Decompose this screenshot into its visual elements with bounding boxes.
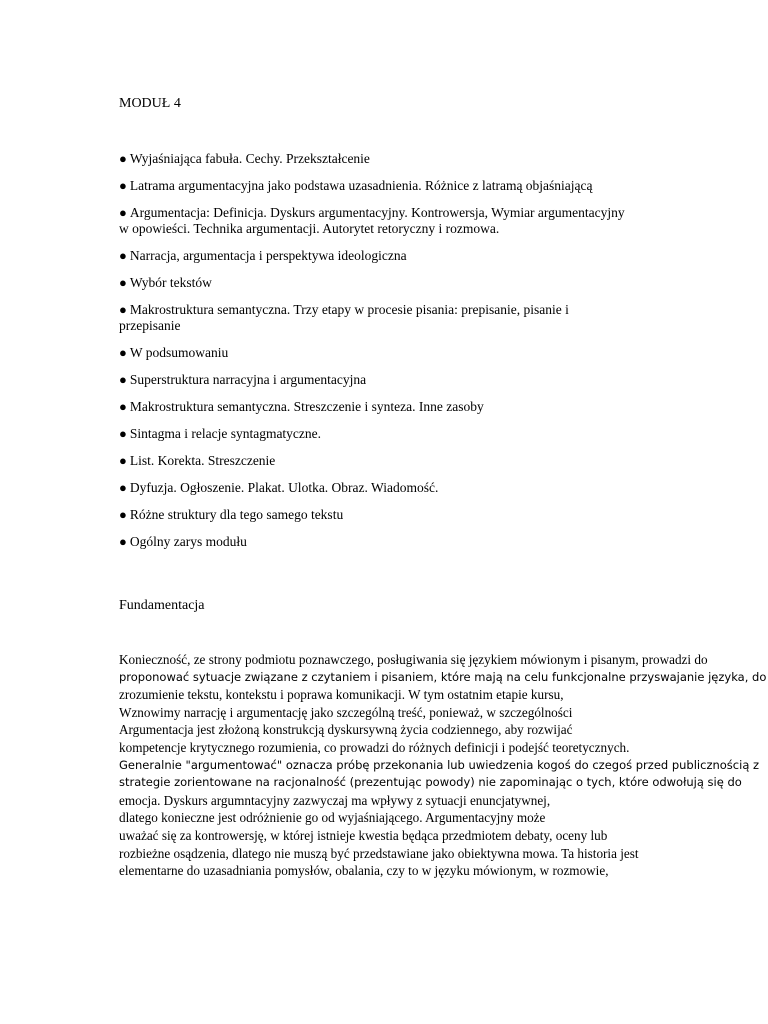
list-item bbox=[119, 534, 679, 550]
bullet-icon: ● bbox=[119, 275, 127, 290]
section-title: Fundamentacja bbox=[119, 598, 205, 613]
paragraph-line: strategie zorientowane na racjonalność (prezentując powody) nie zapominając o tych, które odwołują się do bbox=[119, 775, 742, 790]
list-item-text: Latrama argumentacyjna jako podstawa uzasadnienia. Różnice z latramą objaśniającą bbox=[129, 178, 593, 193]
list-item-text: Ogólny zarys modułu bbox=[129, 534, 247, 549]
list-item-text: Narracja, argumentacja i perspektywa ideologiczna bbox=[129, 248, 407, 263]
paragraph-line: Generalnie "argumentować" oznacza próbę przekonania lub uwiedzenia kogoś do czegoś przed publicznością z bbox=[119, 757, 760, 772]
list-item-text: List. Korekta. Streszczenie bbox=[129, 453, 276, 468]
bullet-icon: ● bbox=[119, 345, 127, 360]
list-item bbox=[119, 507, 679, 523]
bullet-icon: ● bbox=[119, 453, 127, 468]
bullet-icon: ● bbox=[119, 426, 127, 441]
list-item-text: Wyjaśniająca fabuła. Cechy. Przekształcenie bbox=[129, 151, 370, 166]
paragraph-line: elementarne do uzasadniania pomysłów, obalania, czy to w języku mówionym, w rozmowie, bbox=[119, 863, 609, 879]
paragraph-line: dlatego konieczne jest odróżnienie go od wyjaśniającego. Argumentacyjny może bbox=[119, 810, 546, 826]
bullet-icon: ● bbox=[119, 399, 127, 414]
paragraph-line: proponować sytuacje związane z czytaniem i pisaniem, które mają na celu funkcjonalne przyswajanie języka, do bbox=[119, 669, 767, 684]
list-item-text: Sintagma i relacje syntagmatyczne. bbox=[129, 426, 322, 441]
list-item-text: Makrostruktura semantyczna. Trzy etapy w procesie pisania: prepisanie, pisanie i bbox=[129, 302, 569, 317]
bullet-icon: ● bbox=[119, 248, 127, 263]
body-paragraph bbox=[119, 651, 767, 880]
list-item bbox=[119, 453, 679, 469]
paragraph-line: Wznowimy narrację i argumentację jako szczególną treść, ponieważ, w szczególności bbox=[119, 704, 573, 720]
bullet-icon: ● bbox=[119, 480, 127, 495]
module-topics-list bbox=[119, 151, 679, 561]
bullet-icon: ● bbox=[119, 205, 127, 220]
list-item bbox=[119, 205, 679, 237]
paragraph-line: zrozumienie tekstu, kontekstu i poprawa komunikacji. W tym ostatnim etapie kursu, bbox=[119, 687, 564, 703]
paragraph-line: emocja. Dyskurs argumntacyjny zazwyczaj ma wpływy z sytuacji enuncjatywnej, bbox=[119, 792, 551, 808]
bullet-icon: ● bbox=[119, 507, 127, 522]
list-item-text: Różne struktury dla tego samego tekstu bbox=[129, 507, 344, 522]
list-item bbox=[119, 178, 679, 194]
list-item-text-continued: w opowieści. Technika argumentacji. Autorytet retoryczny i rozmowa. bbox=[119, 221, 500, 236]
list-item bbox=[119, 345, 679, 361]
list-item-text: Wybór tekstów bbox=[129, 275, 212, 290]
paragraph-line: kompetencje krytycznego rozumienia, co prowadzi do różnych definicji i podejść teoretycznych. bbox=[119, 739, 630, 755]
list-item-text: Makrostruktura semantyczna. Streszczenie i synteza. Inne zasoby bbox=[129, 399, 484, 414]
list-item bbox=[119, 426, 679, 442]
list-item-text: W podsumowaniu bbox=[129, 345, 229, 360]
list-item bbox=[119, 372, 679, 388]
bullet-icon: ● bbox=[119, 534, 127, 549]
bullet-icon: ● bbox=[119, 151, 127, 166]
list-item-text: Dyfuzja. Ogłoszenie. Plakat. Ulotka. Obraz. Wiadomość. bbox=[129, 480, 439, 495]
bullet-icon: ● bbox=[119, 302, 127, 317]
list-item bbox=[119, 480, 679, 496]
list-item bbox=[119, 151, 679, 167]
bullet-icon: ● bbox=[119, 178, 127, 193]
list-item-text-continued: przepisanie bbox=[119, 318, 181, 333]
list-item bbox=[119, 399, 679, 415]
module-title: MODUŁ 4 bbox=[119, 96, 181, 111]
paragraph-line: uważać się za kontrowersję, w której istnieje kwestia będąca przedmiotem debaty, oceny lub bbox=[119, 827, 608, 843]
paragraph-line: Argumentacja jest złożoną konstrukcją dyskursywną życia codziennego, aby rozwijać bbox=[119, 722, 573, 738]
paragraph-line: rozbieżne osądzenia, dlatego nie muszą być przedstawiane jako obiektywna mowa. Ta historia jest bbox=[119, 845, 639, 861]
list-item-text: Argumentacja: Definicja. Dyskurs argumentacyjny. Kontrowersja, Wymiar argumentacyjny bbox=[129, 205, 625, 220]
list-item bbox=[119, 275, 679, 291]
list-item bbox=[119, 248, 679, 264]
paragraph-line: Konieczność, ze strony podmiotu poznawczego, posługiwania się językiem mówionym i pisanym, prowadzi do bbox=[119, 652, 708, 667]
list-item-text: Superstruktura narracyjna i argumentacyjna bbox=[129, 372, 367, 387]
bullet-icon: ● bbox=[119, 372, 127, 387]
list-item bbox=[119, 302, 679, 334]
